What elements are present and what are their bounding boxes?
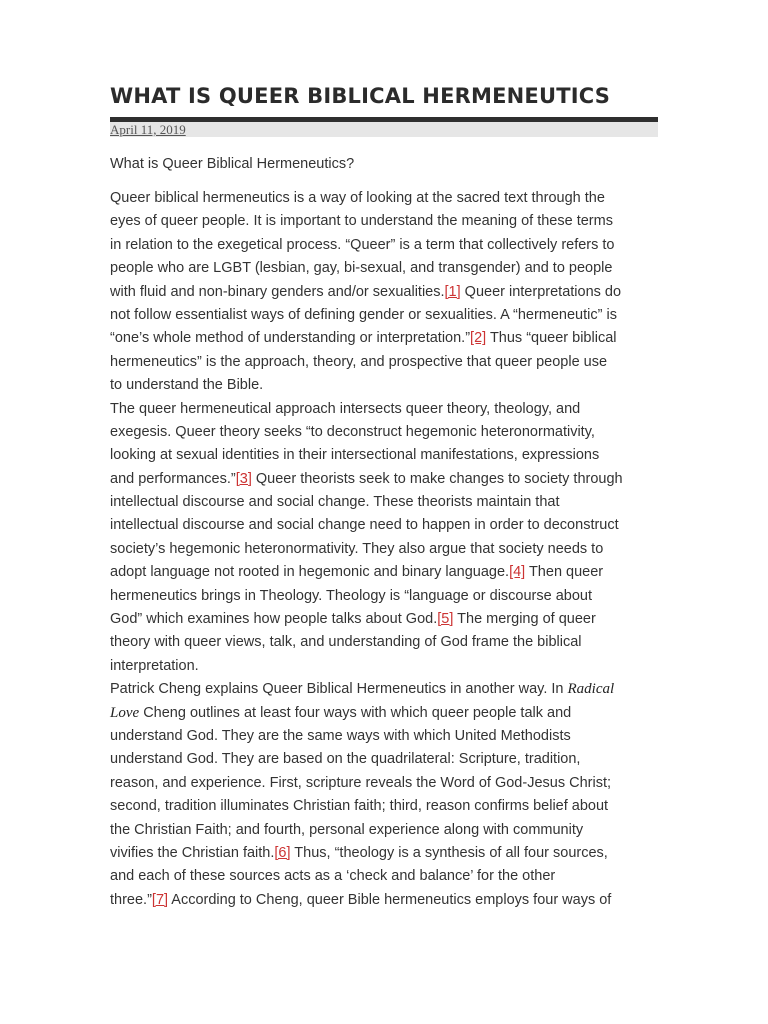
text-run: looking at sexual identities in their intersectional manifestations, expressions (110, 447, 600, 464)
body-text-line (110, 819, 670, 842)
text-run: Then queer (525, 564, 604, 581)
text-run: reason, and experience. First, scripture reveals the Word of God-Jesus Christ; (110, 774, 612, 791)
body-text-line (110, 889, 670, 912)
footnote-link[interactable]: [7] (151, 891, 169, 908)
text-run: theory with queer views, talk, and understanding of God frame the biblical (110, 634, 582, 651)
book-title-text: Radical (567, 681, 615, 698)
text-run: society’s hegemonic heteronormativity. They also argue that society needs to (110, 540, 604, 557)
body-text-line (110, 678, 670, 701)
text-run: hermeneutics” is the approach, theory, and prospective that queer people use (110, 353, 608, 370)
date-band (110, 122, 658, 137)
body-text-line (110, 327, 670, 350)
body-text-line (110, 655, 670, 678)
text-run: Patrick Cheng explains Queer Biblical Hermeneutics in another way. In (110, 681, 568, 698)
body-text-line (110, 725, 670, 748)
body-text-line (110, 748, 670, 771)
text-run: with fluid and non-binary genders and/or sexualities. (110, 283, 445, 300)
body-text-line (110, 234, 670, 257)
text-run: not follow essentialist ways of defining gender or sexualities. A “hermeneutic” is (110, 306, 617, 323)
body-text-line (110, 281, 670, 304)
body-text-line (110, 187, 670, 210)
text-run: The merging of queer (453, 611, 596, 628)
text-run: Thus “queer biblical (486, 330, 617, 347)
body-text-line (110, 608, 670, 631)
body-text-line (110, 585, 670, 608)
body-text-line (110, 561, 670, 584)
article-body (110, 187, 670, 912)
footnote-link[interactable]: [1] (444, 283, 461, 300)
text-run: “one’s whole method of understanding or interpretation.” (110, 330, 471, 347)
body-text-line (110, 304, 670, 327)
book-title-text: Love (110, 704, 140, 721)
body-text-line (110, 257, 670, 280)
body-text-line (110, 444, 670, 467)
text-run: Queer theorists seek to make changes to society through (251, 470, 623, 487)
body-text-line (110, 398, 670, 421)
text-run: and performances.” (110, 470, 236, 487)
post-date-link[interactable]: April 11, 2019 (110, 122, 186, 137)
body-text-line (110, 772, 670, 795)
text-run: understand God. They are based on the quadrilateral: Scripture, tradition, (110, 751, 581, 768)
text-run: interpretation. (110, 657, 199, 674)
text-run: According to Cheng, queer Bible hermeneutics employs four ways of (168, 891, 612, 908)
text-run: in relation to the exegetical process. “Queer” is a term that collectively refers to (110, 236, 615, 253)
footnote-link[interactable]: [6] (274, 844, 291, 861)
body-text-line (110, 374, 670, 397)
body-text-line (110, 631, 670, 654)
text-run: The queer hermeneutical approach intersects queer theory, theology, and (110, 400, 581, 417)
body-text-line (110, 538, 670, 561)
text-run: understand God. They are the same ways with which United Methodists (110, 727, 571, 744)
body-text-line (110, 468, 670, 491)
body-text-line (110, 795, 670, 818)
text-run: Cheng outlines at least four ways with which queer people talk and (139, 704, 572, 721)
text-run: second, tradition illuminates Christian faith; third, reason confirms belief about (110, 798, 609, 815)
footnote-link[interactable]: [5] (437, 611, 454, 628)
text-run: intellectual discourse and social change need to happen in order to deconstruct (110, 517, 619, 534)
footnote-link[interactable]: [2] (470, 330, 487, 347)
text-run: exegesis. Queer theory seeks “to deconstruct hegemonic heteronormativity, (110, 423, 595, 440)
text-run: the Christian Faith; and fourth, personal experience along with community (110, 821, 584, 838)
body-text-line (110, 865, 670, 888)
body-text-line (110, 702, 670, 725)
text-run: Queer biblical hermeneutics is a way of looking at the sacred text through the (110, 190, 605, 206)
text-run: vivifies the Christian faith. (110, 844, 275, 861)
text-run: God” which examines how people talks about God. (110, 611, 438, 628)
text-run: Thus, “theology is a synthesis of all four sources, (290, 844, 608, 861)
body-text-line (110, 351, 670, 374)
text-run: Queer interpretations do (460, 283, 622, 300)
body-text-line (110, 210, 670, 233)
text-run: eyes of queer people. It is important to understand the meaning of these terms (110, 213, 613, 230)
text-run: people who are LGBT (lesbian, gay, bi-sexual, and transgender) and to people (110, 260, 613, 277)
text-run: to understand the Bible. (110, 377, 264, 394)
text-run: three.” (110, 891, 152, 908)
text-run: intellectual discourse and social change. These theorists maintain that (110, 494, 560, 511)
footnote-link[interactable]: [4] (509, 564, 526, 581)
body-text-line (110, 421, 670, 444)
article-title: WHAT IS QUEER BIBLICAL HERMENEUTICS (110, 84, 611, 108)
body-text-line (110, 842, 670, 865)
body-text-line (110, 514, 670, 537)
text-run: adopt language not rooted in hegemonic and binary language. (110, 564, 510, 581)
body-text-line (110, 491, 670, 514)
text-run: and each of these sources acts as a ‘check and balance’ for the other (110, 868, 556, 885)
article-subheading: What is Queer Biblical Hermeneutics? (110, 156, 355, 172)
text-run: hermeneutics brings in Theology. Theology is “language or discourse about (110, 587, 593, 604)
footnote-link[interactable]: [3] (235, 470, 252, 487)
